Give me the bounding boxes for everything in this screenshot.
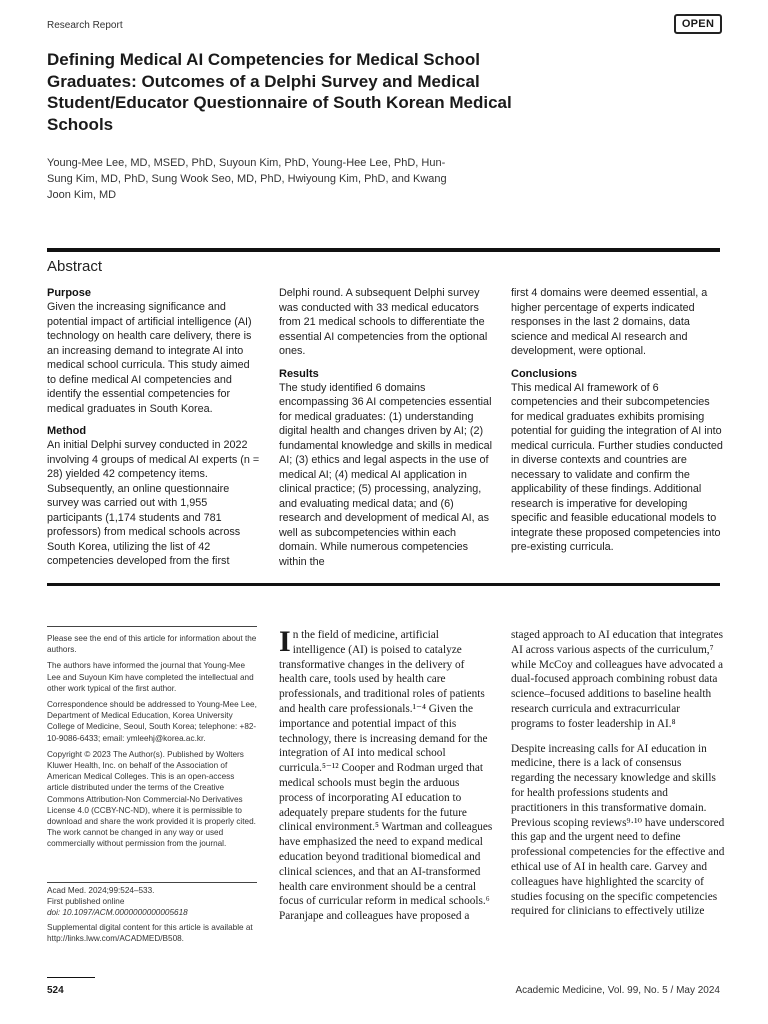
abstract-column-1: [47, 286, 260, 577]
body-column-2: [511, 628, 725, 929]
conclusions-heading: Conclusions: [511, 367, 578, 380]
footer-rule: [47, 977, 95, 978]
author-info-note: Please see the end of this article for information about the authors.: [47, 634, 257, 655]
abstract-column-2: [279, 286, 493, 577]
abstract-top-rule: [47, 248, 720, 252]
article-title: Defining Medical AI Competencies for Medical School Graduates: Outcomes of a Delphi Survey and Medical Student/Educator Questionnaire of South Korean Medical Schools: [47, 50, 512, 134]
abstract-heading: Abstract: [47, 258, 103, 275]
notes-top-rule: [47, 626, 257, 627]
article-notes: [47, 633, 257, 855]
purpose-text: Given the increasing significance and potential impact of artificial intelligence (AI) technology on health care delivery, there is an increasing demand to integrate AI into medical school curricula. This study aimed to define medical AI competencies and identify the essential competencies for medical graduates in South Korea.: [47, 301, 252, 415]
abstract-bottom-rule: [47, 583, 720, 586]
body-paragraph-1-continued: staged approach to AI education that integrates AI across various aspects of the curriculum,⁷ while McCoy and colleagues have advocated a dual-focused approach combining robust data science–focused additions to baseline health research curricula and extracurricular programs to foster leadership in AI.⁸: [511, 629, 724, 730]
body-column-1: [279, 625, 493, 934]
results-text-continued: first 4 domains were deemed essential, a higher percentage of experts indicated responses in the last 2 domains, data science and medical AI research and development, were optional.: [511, 287, 708, 357]
article-type-label: Research Report: [47, 20, 123, 31]
first-published: First published online: [47, 897, 125, 907]
open-access-badge: OPEN: [674, 14, 722, 34]
conclusions-text: This medical AI framework of 6 competencies and their subcompetencies for medical graduates exhibits promising potential for guiding the integration of AI into medical curricula. Further studies conducted in diverse contexts and countries are necessary to validate and confirm the applicability of these findings. Additional research is imperative for developing specific and feasible educational models to integrate these proposed competencies into pre-existing curricula.: [511, 381, 723, 553]
doi-link[interactable]: doi: 10.1097/ACM.0000000000005618: [47, 908, 188, 918]
author-list: Young-Mee Lee, MD, MSED, PhD, Suyoun Kim, PhD, Young-Hee Lee, PhD, Hun-Sung Kim, MD, PhD, Sung Wook Seo, MD, PhD, Hwiyoung Kim, PhD, and Kwang Joon Kim, MD: [47, 157, 447, 201]
journal-citation: Academic Medicine, Vol. 99, No. 5 / May 2024: [515, 985, 720, 996]
results-text: The study identified 6 domains encompassing 36 AI competencies essential for medical graduates: (1) understanding digital health and changes driven by AI; (2) fundamental knowledge and skills in medical AI; (3) ethics and legal aspects in the use of medical AI; (4) medical AI application in clinical practice; (5) processing, analyzing, and evaluating medical data; and (6) research and development of medical AI, as well as subcompetencies within each domain. While numerous competencies within the: [279, 381, 493, 568]
supplemental-note: Supplemental digital content for this article is available at http://links.lww.com/ACADMED/B508.: [47, 922, 253, 943]
results-heading: Results: [279, 367, 319, 380]
drop-cap: I: [279, 625, 291, 658]
method-text-continued: Delphi round. A subsequent Delphi survey was conducted with 33 medical educators from 21 medical schools to differentiate the essential AI competencies from the optional ones.: [279, 287, 488, 357]
method-text: An initial Delphi survey conducted in 2022 involving 4 groups of medical AI experts (n = 28) yielded 42 competency items. Subsequently, an online questionnaire survey was carried out with 1,955 participants (1,174 students and 781 professors) from medical schools across South Korea, utilizing the list of 42 competencies developed from the first: [47, 439, 260, 567]
body-paragraph-1: n the field of medicine, artificial intelligence (AI) is poised to catalyze transformative changes in the delivery of health care, tools used by health care professionals, and traditional roles of patients and health care professionals.¹⁻⁴ Given the importance and potential impact of this technology, there is increasing demand for the integration of AI into medical school curricula.⁵⁻¹² Cooper and Rodman urged that medical schools must begin the arduous process of incorporating AI education to adequately prepare students for the future clinical environment.⁵ Wartman and colleagues have emphasized the need to expand medical education beyond traditional biomedical and clinical sciences, and that an AI-transformed health care environment should be a central focus of curricular reform in medical schools.⁶ Paranjape and colleagues have proposed a: [279, 629, 493, 923]
citation-text: Acad Med. 2024;99:524–533.: [47, 886, 155, 895]
method-heading: Method: [47, 425, 87, 437]
copyright-note: Copyright © 2023 The Author(s). Published by Wolters Kluwer Health, Inc. on behalf of the Association of American Medical Colleges. This is an open-access article distributed under the terms of the Creative Commons Attribution-Non Commercial-No Derivatives License 4.0 (CCBY-NC-ND), where it is permissible to download and share the work provided it is properly cited. The work cannot be changed in any way or used commercially without permission from the journal.: [47, 749, 256, 849]
citation-rule: [47, 882, 257, 883]
abstract-column-3: [511, 286, 723, 563]
page-number: 524: [47, 985, 64, 996]
correspondence-note: Correspondence should be addressed to Young-Mee Lee, Department of Medical Education, Korea University College of Medicine, Seoul, South Korea; telephone: +82-10-9086-6433; email: ymleehj@korea.ac.kr.: [47, 700, 257, 743]
citation-block: [47, 885, 257, 944]
body-paragraph-2: Despite increasing calls for AI education in medicine, there is a lack of consensus regarding the necessary knowledge and skills for health professions students and practitioners in this transformative domain. Previous scoping reviews⁹·¹⁰ have underscored this gap and the urgent need to define professional competencies for the effective and ethical use of AI in health care. Garvey and colleagues have highlighted the scarcity of studies focusing on the specific competencies required for clinicians to effectively utilize: [511, 742, 725, 918]
first-author-note: The authors have informed the journal that Young-Mee Lee and Suyoun Kim have completed the intellectual and other work typical of the first author.: [47, 661, 254, 693]
purpose-heading: Purpose: [47, 287, 92, 299]
